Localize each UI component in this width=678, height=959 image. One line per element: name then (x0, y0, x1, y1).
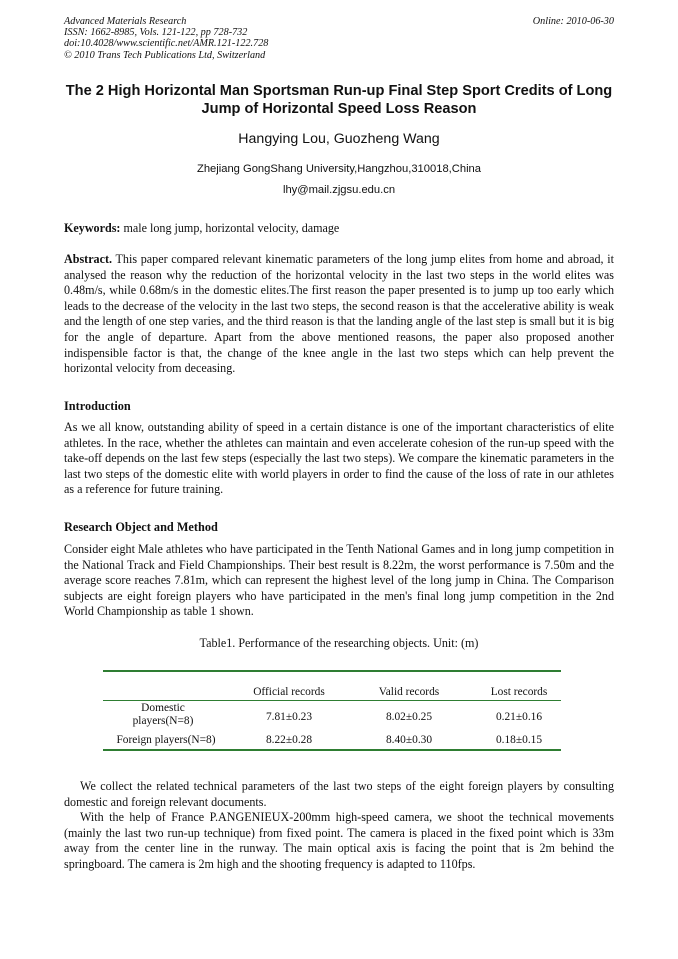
table-cell-valid: 8.40±0.30 (385, 734, 433, 746)
table-caption: Table1. Performance of the researching objects. Unit: (m) (199, 636, 479, 650)
keywords-text: male long jump, horizontal velocity, damage (123, 221, 340, 235)
table-cell-official: 7.81±0.23 (265, 711, 313, 723)
table-cell-official: 8.22±0.28 (265, 734, 313, 746)
doi: doi:10.4028/www.scientific.net/AMR.121-122.728 (64, 38, 269, 50)
table-bottom-rule (103, 749, 561, 751)
closing-paragraph-2: With the help of France P.ANGENIEUX-200mm high-speed camera, we shoot the technical movements (mainly the last two run-up technique) from fixed point. The camera is placed in the fixed point which is 33m away from the center line in the runway. The main optical axis is facing the point that is 2m behind the springboard. The camera is 2m high and the shooting frequency is adapted to 110fps. (64, 810, 614, 871)
table-header-official: Official records (253, 686, 325, 698)
author-email: lhy@mail.zjgsu.edu.cn (282, 184, 396, 196)
method-text: Consider eight Male athletes who have participated in the Tenth National Games and in long jump competition in the National Track and Field Championships. Their best result is 8.22m, the worst performance is 7.50m and the average score reaches 7.81m, which can represent the highest level of the long jump in China. The Comparison subjects are eight foreign players who have participated in the men's final long jump competition in the 2nd World Championship as table 1 shown. (64, 542, 614, 619)
abstract-label: Abstract. (64, 252, 113, 266)
keywords-label: Keywords: (64, 221, 121, 235)
keywords (64, 221, 614, 237)
table-row-group: Foreign players(N=8) (116, 734, 216, 746)
table-cell-lost: 0.21±0.16 (495, 711, 543, 723)
table-top-rule (103, 670, 561, 672)
table-header-valid: Valid records (378, 686, 440, 698)
table-cell-lost: 0.18±0.15 (495, 734, 543, 746)
paper-title: The 2 High Horizontal Man Sportsman Run-up Final Step Sport Credits of Long Jump of Horizontal Speed Loss Reason (65, 83, 613, 117)
table-cell-valid: 8.02±0.25 (385, 711, 433, 723)
affiliation: Zhejiang GongShang University,Hangzhou,310018,China (196, 163, 482, 175)
journal-name: Advanced Materials Research (64, 16, 187, 27)
issn: ISSN: 1662-8985, Vols. 121-122, pp 728-732 (64, 27, 248, 39)
introduction-heading: Introduction (64, 399, 131, 413)
table-header-lost: Lost records (490, 686, 548, 698)
online-date: Online: 2010-06-30 (532, 16, 614, 27)
table-row-group: Domestic players(N=8) (132, 702, 194, 727)
abstract-text: This paper compared relevant kinematic parameters of the long jump elites from home and abroad, it analysed the reason why the reduction of the horizontal velocity in the last two steps in the world elites was 0.48m/s, while 0.68m/s in the domestic elites.The first reason the paper presented is to jump up too early which leads to the decrease of the velocity in the last two steps, the second reason is that the accelerative ability is weak and the length of one step varies, and the third reason is that the landing angle of the last step is small but it is big for the angle of departure. Apart from the above mentioned reasons, the paper also proposed another indispensible factor is that, the change of the knee angle in the last two steps which can help prevent the horizontal velocity from deceasing. (64, 252, 615, 376)
copyright: © 2010 Trans Tech Publications Ltd, Switzerland (64, 49, 266, 61)
method-heading: Research Object and Method (64, 520, 218, 534)
table-header-rule (103, 700, 561, 701)
introduction-text: As we all know, outstanding ability of speed in a certain distance is one of the important characteristics of elite athletes. In the race, whether the athletes can maintain and even accelerate cohesion of the run-up speed with the take-off depends on the last few steps (especially the last two steps). We compare the kinematic parameters in the last two steps of the domestic elite with world players in order to find the cause of the loss of rate in our athletes as a reference for future training. (64, 420, 614, 497)
journal-meta (64, 16, 268, 61)
abstract (64, 252, 614, 377)
closing-paragraph-1: We collect the related technical parameters of the last two steps of the eight foreign players by consulting domestic and foreign relevant documents. (64, 779, 614, 809)
authors: Hangying Lou, Guozheng Wang (238, 131, 440, 147)
